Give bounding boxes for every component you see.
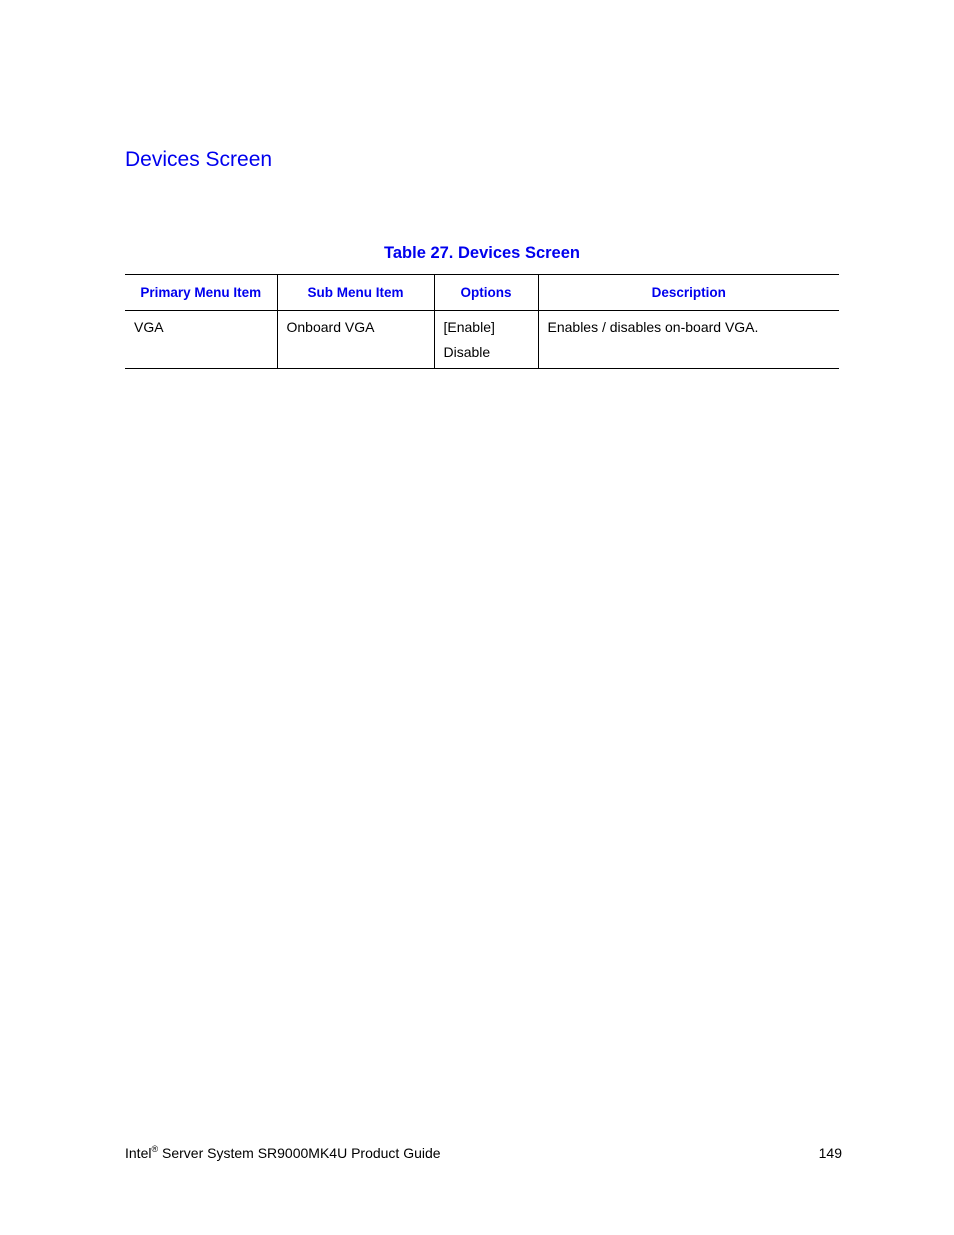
cell-primary-menu-item: VGA	[125, 311, 277, 369]
cell-description: Enables / disables on-board VGA.	[538, 311, 839, 369]
col-header-options: Options	[434, 275, 538, 311]
table-caption: Table 27. Devices Screen	[384, 244, 580, 262]
section-heading: Devices Screen	[125, 148, 273, 171]
devices-table	[125, 274, 839, 369]
cell-sub-menu-item: Onboard VGA	[277, 311, 434, 369]
footer-brand: Intel	[125, 1145, 152, 1161]
page-number: 149	[818, 1145, 842, 1161]
option-disable: Disable	[443, 344, 491, 360]
footer-document-title	[125, 1143, 441, 1163]
col-header-description: Description	[538, 275, 839, 311]
footer-title-text: Server System SR9000MK4U Product Guide	[158, 1145, 441, 1161]
cell-options	[434, 311, 538, 369]
table-row	[125, 311, 839, 369]
registered-mark: ®	[151, 1144, 159, 1154]
col-header-sub-menu-item: Sub Menu Item	[277, 275, 434, 311]
option-enable: [Enable]	[443, 319, 495, 335]
table-header-row	[125, 275, 839, 311]
col-header-primary-menu-item: Primary Menu Item	[125, 275, 277, 311]
